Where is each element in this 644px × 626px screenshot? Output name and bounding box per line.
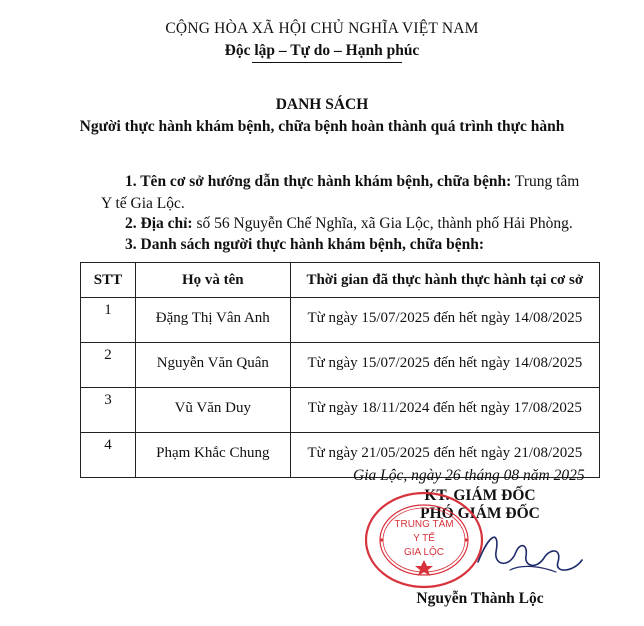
seal-line: Y TẾ: [413, 533, 435, 544]
official-seal-icon: [362, 490, 486, 590]
row-stt: 3: [81, 388, 136, 433]
signer-name: Nguyễn Thành Lộc: [416, 590, 544, 607]
header-name: Họ và tên: [135, 263, 290, 298]
table-row: [81, 298, 600, 343]
item-address: [125, 215, 573, 233]
item-address-label: 2. Địa chỉ:: [125, 215, 193, 232]
motto-underline: [252, 62, 402, 63]
seal-line: TRUNG TÂM: [394, 519, 454, 530]
item-facility-value: Trung tâm: [514, 173, 580, 190]
row-name: Nguyễn Văn Quân: [135, 343, 290, 388]
row-name: Phạm Khắc Chung: [135, 433, 290, 478]
motto: Độc lập – Tự do – Hạnh phúc: [224, 42, 420, 59]
signer-position: PHÓ GIÁM ĐỐC: [420, 505, 540, 522]
row-time: Từ ngày 15/07/2025 đến hết ngày 14/08/2025: [290, 298, 599, 343]
item-list-label: 3. Danh sách người thực hành khám bệnh, chữa bệnh:: [125, 236, 485, 253]
document-subtitle: Người thực hành khám bệnh, chữa bệnh hoàn thành quá trình thực hành: [79, 118, 565, 135]
row-time: Từ ngày 21/05/2025 đến hết ngày 21/08/2025: [290, 433, 599, 478]
table-row: [81, 388, 600, 433]
row-name: Vũ Văn Duy: [135, 388, 290, 433]
item-facility-name: [125, 173, 579, 191]
row-stt: 4: [81, 433, 136, 478]
row-stt: 2: [81, 343, 136, 388]
row-time: Từ ngày 15/07/2025 đến hết ngày 14/08/2025: [290, 343, 599, 388]
item-facility-value-cont: Y tế Gia Lộc.: [101, 195, 185, 212]
signer-role: KT. GIÁM ĐỐC: [424, 487, 536, 504]
table-header-row: [81, 263, 600, 298]
document-title: DANH SÁCH: [275, 96, 369, 113]
item-facility-label: 1. Tên cơ sở hướng dẫn thực hành khám bệnh, chữa bệnh:: [125, 173, 512, 190]
header-time: Thời gian đã thực hành thực hành tại cơ sở: [290, 263, 599, 298]
header-stt: STT: [81, 263, 136, 298]
seal-line: GIA LỘC: [403, 547, 445, 558]
handwritten-signature-icon: [470, 522, 590, 582]
table-row: [81, 343, 600, 388]
place-date: Gia Lộc, ngày 26 tháng 08 năm 2025: [353, 467, 585, 484]
item-list-heading: [125, 236, 484, 254]
country-header: CỘNG HÒA XÃ HỘI CHỦ NGHĨA VIỆT NAM: [165, 20, 479, 37]
item-address-value: số 56 Nguyễn Chế Nghĩa, xã Gia Lộc, thành phố Hải Phòng.: [196, 215, 573, 232]
row-time: Từ ngày 18/11/2024 đến hết ngày 17/08/2025: [290, 388, 599, 433]
practitioner-table: [80, 262, 600, 478]
row-stt: 1: [81, 298, 136, 343]
row-name: Đặng Thị Vân Anh: [135, 298, 290, 343]
